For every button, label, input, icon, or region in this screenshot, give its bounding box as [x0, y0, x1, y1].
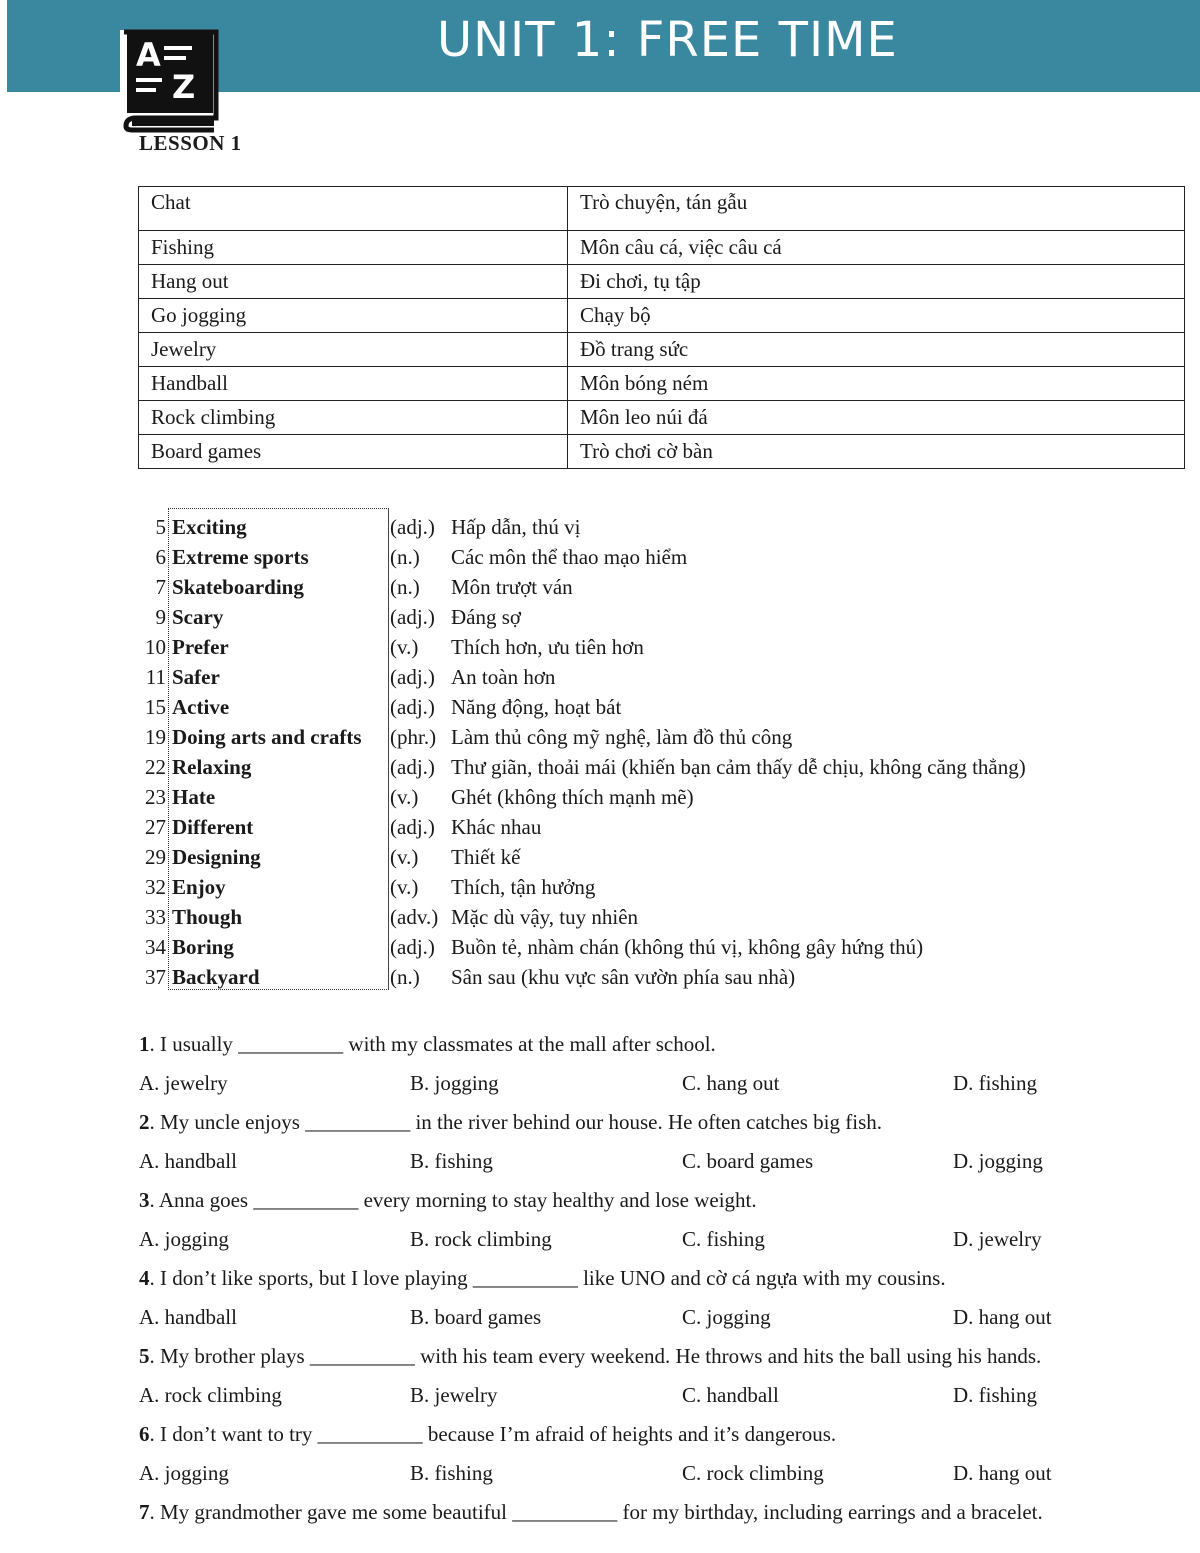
word-meaning: Làm thủ công mỹ nghệ, làm đồ thủ công [451, 725, 793, 749]
word-pos: (n.) [390, 545, 420, 569]
question-number: 3 [139, 1188, 150, 1212]
word-pos: (adj.) [390, 815, 435, 839]
word-meaning: Sân sau (khu vực sân vườn phía sau nhà) [451, 965, 796, 989]
option-b[interactable]: B. jewelry [410, 1383, 498, 1407]
word-term: Hate [172, 785, 216, 809]
word-number: 22 [145, 755, 166, 779]
word-meaning: Các môn thể thao mạo hiểm [451, 545, 688, 569]
term-cell: Handball [139, 367, 568, 401]
word-pos: (adj.) [390, 605, 435, 629]
word-number: 33 [145, 905, 166, 929]
option-c[interactable]: C. handball [682, 1383, 779, 1407]
list-item [138, 752, 1158, 782]
list-item [138, 542, 1158, 572]
word-number: 19 [145, 725, 166, 749]
answer-options [139, 1378, 1189, 1417]
word-term: Enjoy [172, 875, 226, 899]
word-number: 27 [145, 815, 166, 839]
term-cell: Hang out [139, 265, 568, 299]
term-cell: Jewelry [139, 333, 568, 367]
word-number: 23 [145, 785, 166, 809]
word-term: Backyard [172, 965, 260, 989]
term-cell: Go jogging [139, 299, 568, 333]
option-a[interactable]: A. jogging [139, 1227, 229, 1251]
term-cell: Fishing [139, 231, 568, 265]
word-pos: (adj.) [390, 515, 435, 539]
option-b[interactable]: B. rock climbing [410, 1227, 552, 1251]
table-row [139, 367, 1185, 401]
word-pos: (n.) [390, 965, 420, 989]
word-meaning: Đáng sợ [451, 605, 522, 629]
word-pos: (adj.) [390, 695, 435, 719]
list-item [138, 512, 1158, 542]
question-text: . I don’t want to try __________ because I’m afraid of heights and it’s dangerous. [149, 1422, 837, 1446]
word-meaning: An toàn hơn [451, 665, 556, 689]
list-item [138, 602, 1158, 632]
word-number: 37 [145, 965, 166, 989]
answer-options [139, 1222, 1189, 1261]
question [139, 1339, 1189, 1378]
option-a[interactable]: A. handball [139, 1149, 237, 1173]
option-a[interactable]: A. rock climbing [139, 1383, 282, 1407]
answer-options [139, 1456, 1189, 1495]
question-text: . My brother plays __________ with his team every weekend. He throws and hits the ball using his hands. [149, 1344, 1042, 1368]
table-row [139, 187, 1185, 231]
word-pos: (adj.) [390, 935, 435, 959]
question-text: . My uncle enjoys __________ in the river behind our house. He often catches big fish. [149, 1110, 883, 1134]
question-number: 5 [139, 1344, 150, 1368]
list-item [138, 932, 1158, 962]
table-row [139, 299, 1185, 333]
answer-options [139, 1144, 1189, 1183]
quiz-section [139, 1027, 1189, 1534]
word-number: 29 [145, 845, 166, 869]
word-pos: (v.) [390, 845, 419, 869]
word-term: Prefer [172, 635, 229, 659]
word-meaning: Thích hơn, ưu tiên hơn [451, 635, 644, 659]
word-term: Active [172, 695, 230, 719]
word-meaning: Ghét (không thích mạnh mẽ) [451, 785, 694, 809]
dictionary-book-icon [116, 26, 222, 134]
word-number: 10 [145, 635, 166, 659]
word-meaning: Khác nhau [451, 815, 542, 839]
word-pos: (adv.) [390, 905, 439, 929]
word-number: 9 [155, 605, 166, 629]
word-pos: (adj.) [390, 665, 435, 689]
word-meaning: Mặc dù vậy, tuy nhiên [451, 905, 639, 929]
word-pos: (v.) [390, 785, 419, 809]
word-term: Though [172, 905, 243, 929]
question-number: 2 [139, 1110, 150, 1134]
vocab-table [138, 186, 1185, 469]
option-a[interactable]: A. jewelry [139, 1071, 228, 1095]
list-item [138, 722, 1158, 752]
option-c[interactable]: C. jogging [682, 1305, 771, 1329]
question [139, 1261, 1189, 1300]
list-item [138, 692, 1158, 722]
word-term: Doing arts and crafts [172, 725, 362, 749]
option-c[interactable]: C. rock climbing [682, 1461, 824, 1485]
option-d[interactable]: D. hang out [953, 1305, 1052, 1329]
word-meaning: Thích, tận hưởng [451, 875, 596, 899]
question-number: 7 [139, 1500, 150, 1524]
question-text: . Anna goes __________ every morning to stay healthy and lose weight. [149, 1188, 757, 1212]
word-number: 32 [145, 875, 166, 899]
word-term: Extreme sports [172, 545, 309, 569]
list-item [138, 632, 1158, 662]
word-term: Designing [172, 845, 261, 869]
question [139, 1183, 1189, 1222]
question-text: . I don’t like sports, but I love playing __________ like UNO and cờ cá ngựa with my cousins. [149, 1266, 946, 1290]
page-title: UNIT 1: FREE TIME [437, 12, 898, 68]
option-b[interactable]: B. fishing [410, 1149, 493, 1173]
word-number: 11 [145, 665, 166, 689]
answer-options [139, 1300, 1189, 1339]
list-item [138, 872, 1158, 902]
translation-cell: Môn leo núi đá [568, 401, 1185, 435]
word-number: 7 [155, 575, 166, 599]
word-number: 15 [145, 695, 166, 719]
translation-cell: Trò chơi cờ bàn [568, 435, 1185, 469]
question-number: 6 [139, 1422, 150, 1446]
question [139, 1105, 1189, 1144]
word-meaning: Thư giãn, thoải mái (khiến bạn cảm thấy dễ chịu, không căng thẳng) [451, 755, 1026, 779]
word-term: Scary [172, 605, 224, 629]
svg-text:Z: Z [172, 68, 196, 106]
word-meaning: Buồn tẻ, nhàm chán (không thú vị, không gây hứng thú) [451, 935, 924, 959]
list-item [138, 572, 1158, 602]
word-number: 34 [145, 935, 166, 959]
word-meaning: Năng động, hoạt bát [451, 695, 622, 719]
word-pos: (adj.) [390, 755, 435, 779]
table-row [139, 435, 1185, 469]
option-b[interactable]: B. board games [410, 1305, 542, 1329]
option-b[interactable]: B. fishing [410, 1461, 493, 1485]
question-text: . My grandmother gave me some beautiful __________ for my birthday, including earrings and a bracelet. [149, 1500, 1043, 1524]
option-d[interactable]: D. fishing [953, 1383, 1037, 1407]
option-a[interactable]: A. jogging [139, 1461, 229, 1485]
option-d[interactable]: D. jewelry [953, 1227, 1042, 1251]
list-item [138, 842, 1158, 872]
translation-cell: Môn câu cá, việc câu cá [568, 231, 1185, 265]
option-d[interactable]: D. fishing [953, 1071, 1037, 1095]
term-cell: Rock climbing [139, 401, 568, 435]
question-number: 1 [139, 1032, 150, 1056]
table-row [139, 265, 1185, 299]
word-pos: (v.) [390, 875, 419, 899]
option-d[interactable]: D. jogging [953, 1149, 1043, 1173]
term-cell: Chat [139, 187, 568, 231]
translation-cell: Đồ trang sức [568, 333, 1185, 367]
table-row [139, 333, 1185, 367]
translation-cell: Trò chuyện, tán gẫu [568, 187, 1185, 231]
question [139, 1417, 1189, 1456]
question [139, 1495, 1189, 1534]
option-b[interactable]: B. jogging [410, 1071, 499, 1095]
translation-cell: Chạy bộ [568, 299, 1185, 333]
term-cell: Board games [139, 435, 568, 469]
word-term: Relaxing [172, 755, 252, 779]
list-item [138, 962, 1158, 992]
option-a[interactable]: A. handball [139, 1305, 237, 1329]
word-list [138, 512, 1158, 992]
list-item [138, 902, 1158, 932]
option-c[interactable]: C. hang out [682, 1071, 780, 1095]
list-item [138, 812, 1158, 842]
word-pos: (phr.) [390, 725, 437, 749]
word-term: Exciting [172, 515, 247, 539]
table-row [139, 231, 1185, 265]
option-d[interactable]: D. hang out [953, 1461, 1052, 1485]
question-text: . I usually __________ with my classmates at the mall after school. [149, 1032, 716, 1056]
word-term: Skateboarding [172, 575, 304, 599]
word-number: 5 [155, 515, 166, 539]
lesson-heading: LESSON 1 [139, 131, 242, 155]
word-number: 6 [155, 545, 166, 569]
word-pos: (v.) [390, 635, 419, 659]
question-number: 4 [139, 1266, 150, 1290]
word-term: Boring [172, 935, 234, 959]
list-item [138, 662, 1158, 692]
word-term: Safer [172, 665, 220, 689]
table-row [139, 401, 1185, 435]
option-c[interactable]: C. fishing [682, 1227, 765, 1251]
list-item [138, 782, 1158, 812]
word-pos: (n.) [390, 575, 420, 599]
answer-options [139, 1066, 1189, 1105]
option-c[interactable]: C. board games [682, 1149, 814, 1173]
svg-text:A: A [136, 36, 161, 74]
word-meaning: Môn trượt ván [451, 575, 573, 599]
translation-cell: Môn bóng ném [568, 367, 1185, 401]
word-term: Different [172, 815, 254, 839]
word-meaning: Thiết kế [451, 845, 521, 869]
translation-cell: Đi chơi, tụ tập [568, 265, 1185, 299]
word-meaning: Hấp dẫn, thú vị [451, 515, 581, 539]
question [139, 1027, 1189, 1066]
